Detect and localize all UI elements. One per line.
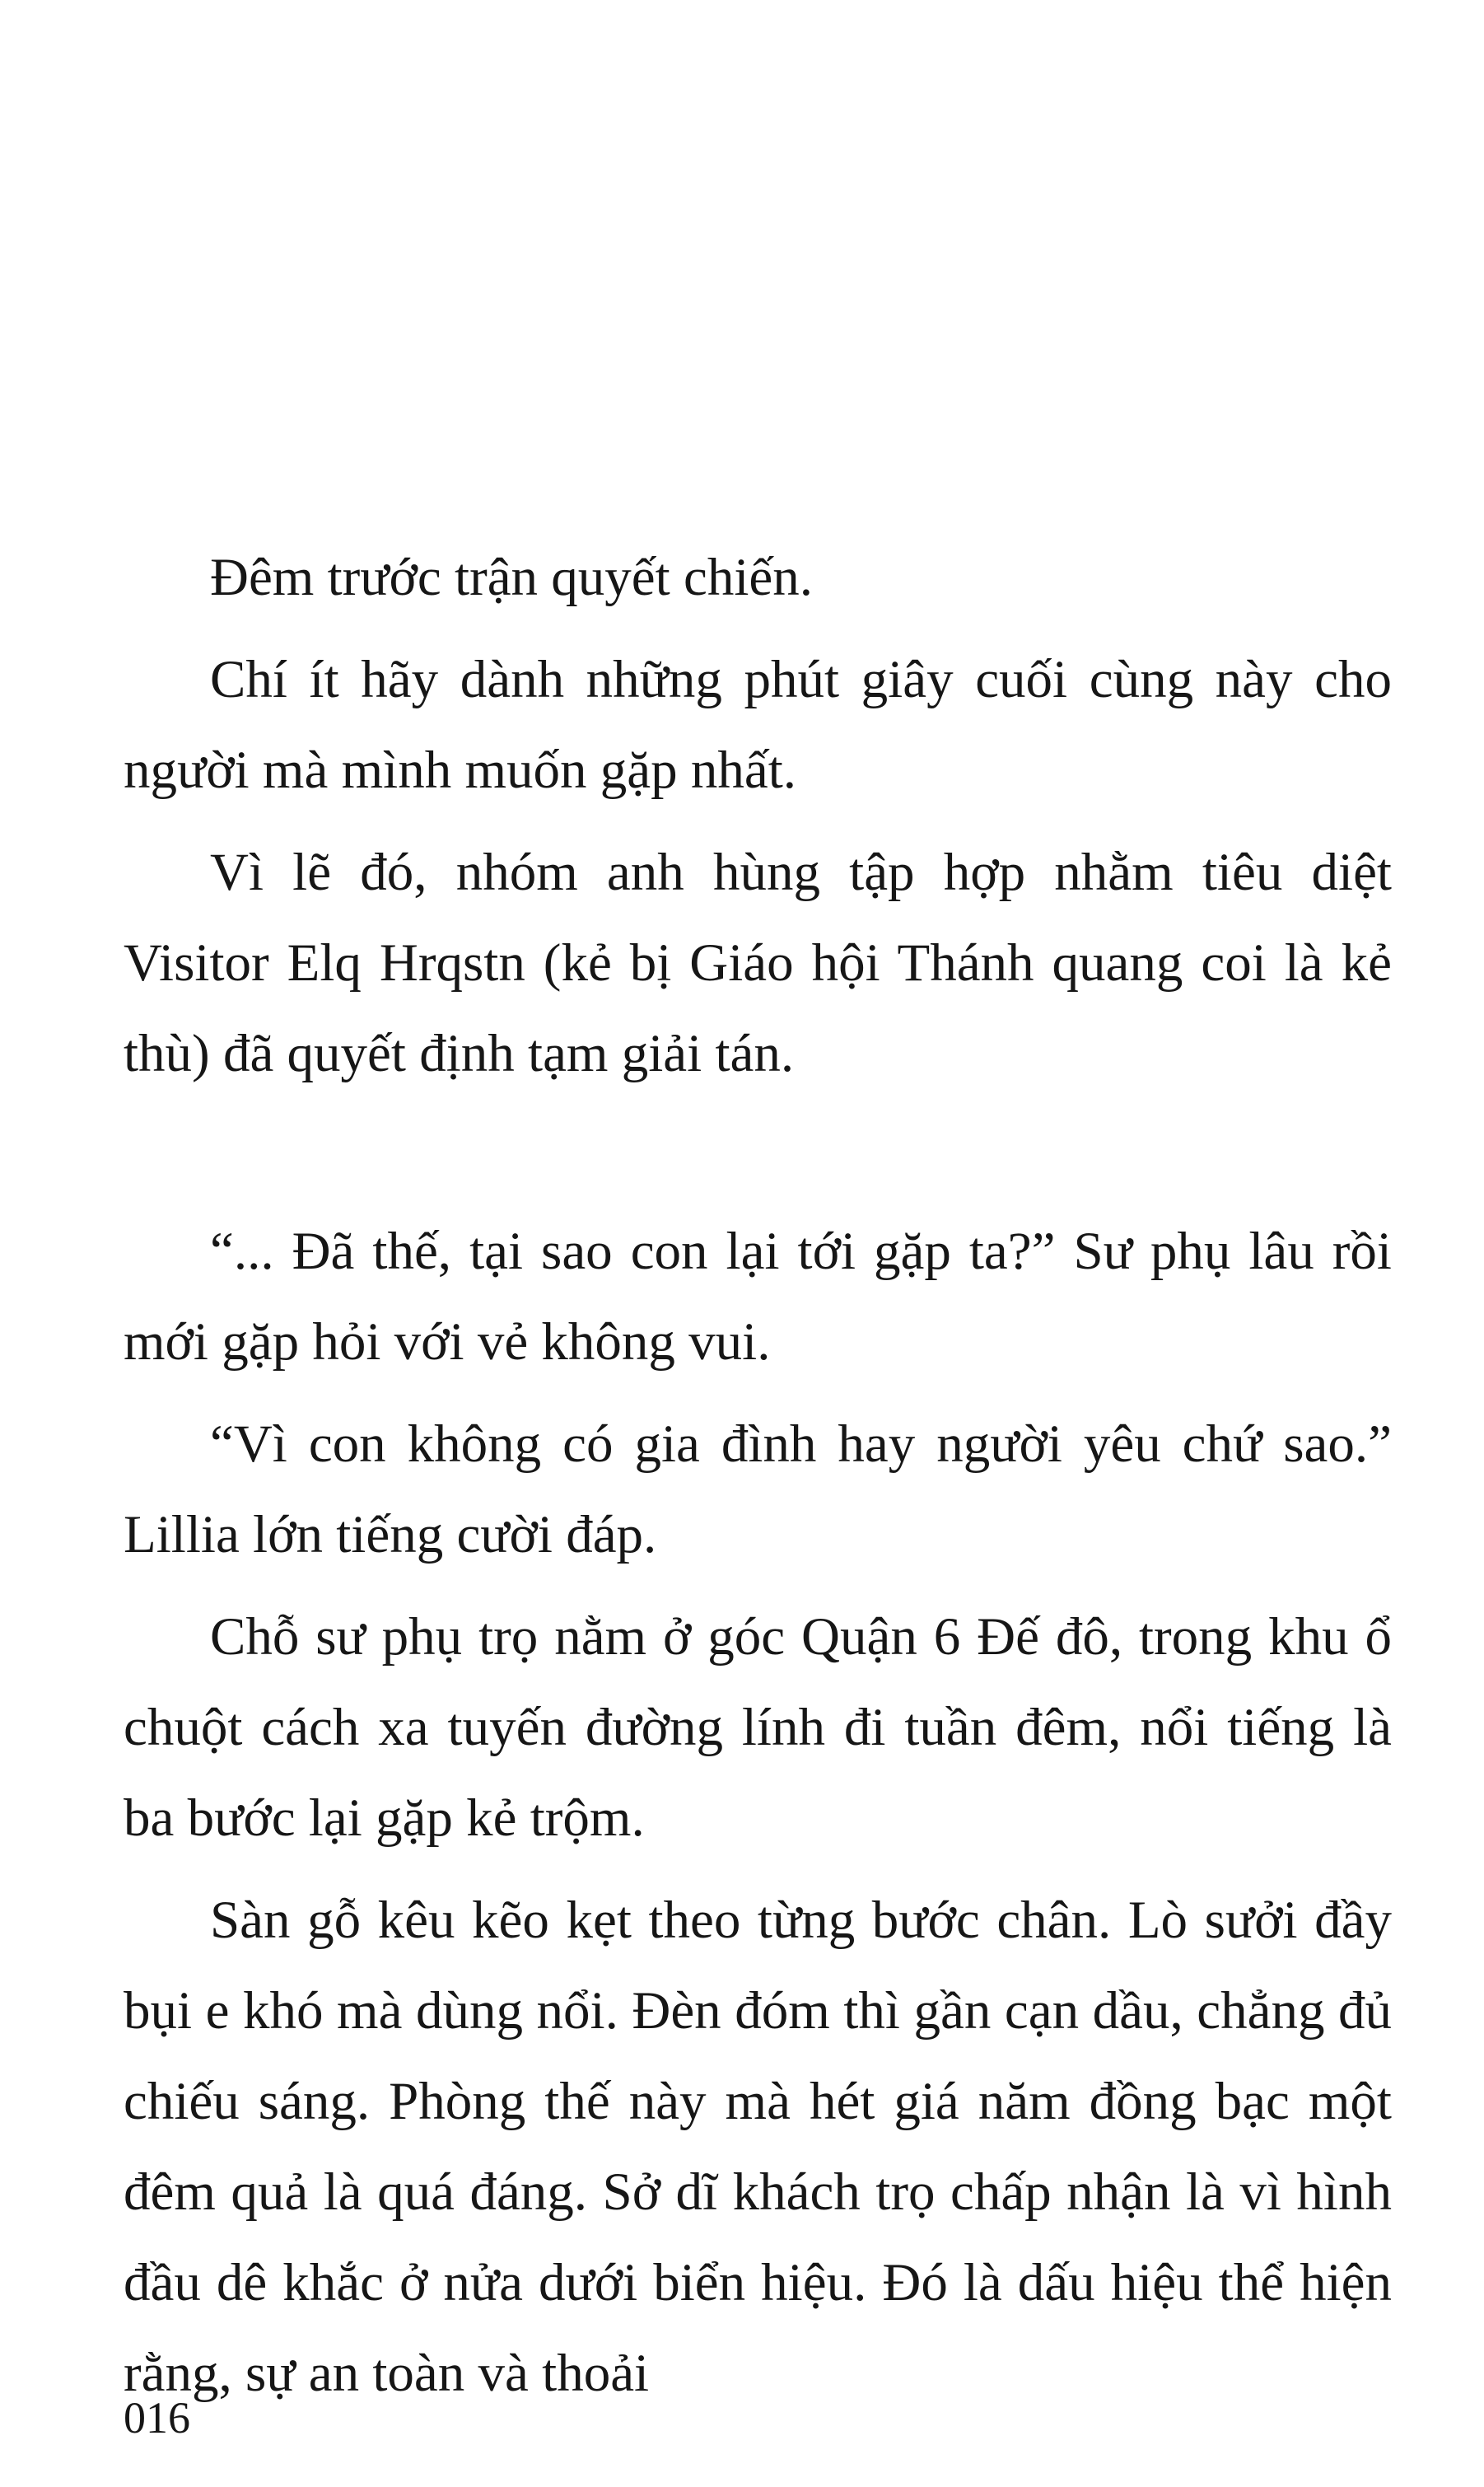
paragraph: “Vì con không có gia đình hay người yêu chứ sao.” Lillia lớn tiếng cười đáp. <box>124 1414 1392 1564</box>
paragraph: Vì lẽ đó, nhóm anh hùng tập hợp nhằm tiêu diệt Visitor Elq Hrqstn (kẻ bị Giáo hội Thánh quang coi là kẻ thù) đã quyết định tạm giải tán. <box>124 843 1392 1083</box>
paragraph: Chí ít hãy dành những phút giây cuối cùng này cho người mà mình muốn gặp nhất. <box>124 650 1392 800</box>
paragraph: Sàn gỗ kêu kẽo kẹt theo từng bước chân. Lò sưởi đầy bụi e khó mà dùng nổi. Đèn đóm thì gần cạn dầu, chẳng đủ chiếu sáng. Phòng thế này mà hét giá năm đồng bạc một đêm quả là quá đáng. Sở dĩ khách trọ chấp nhận là vì hình đầu dê khắc ở nửa dưới biển hiệu. Đó là dấu hiệu thể hiện rằng, sự an toàn và thoải <box>124 1891 1392 2403</box>
paragraph: “... Đã thế, tại sao con lại tới gặp ta?” Sư phụ lâu rồi mới gặp hỏi với vẻ không vui. <box>124 1222 1392 1372</box>
text-section-1 <box>124 532 1392 1099</box>
paragraph: Chỗ sư phụ trọ nằm ở góc Quận 6 Đế đô, trong khu ổ chuột cách xa tuyến đường lính đi tuần đêm, nổi tiếng là ba bước lại gặp kẻ trộm. <box>124 1607 1392 1848</box>
text-section-2 <box>124 1206 1392 2419</box>
paragraph: Đêm trước trận quyết chiến. <box>210 548 813 607</box>
page-number: 016 <box>124 2393 190 2443</box>
